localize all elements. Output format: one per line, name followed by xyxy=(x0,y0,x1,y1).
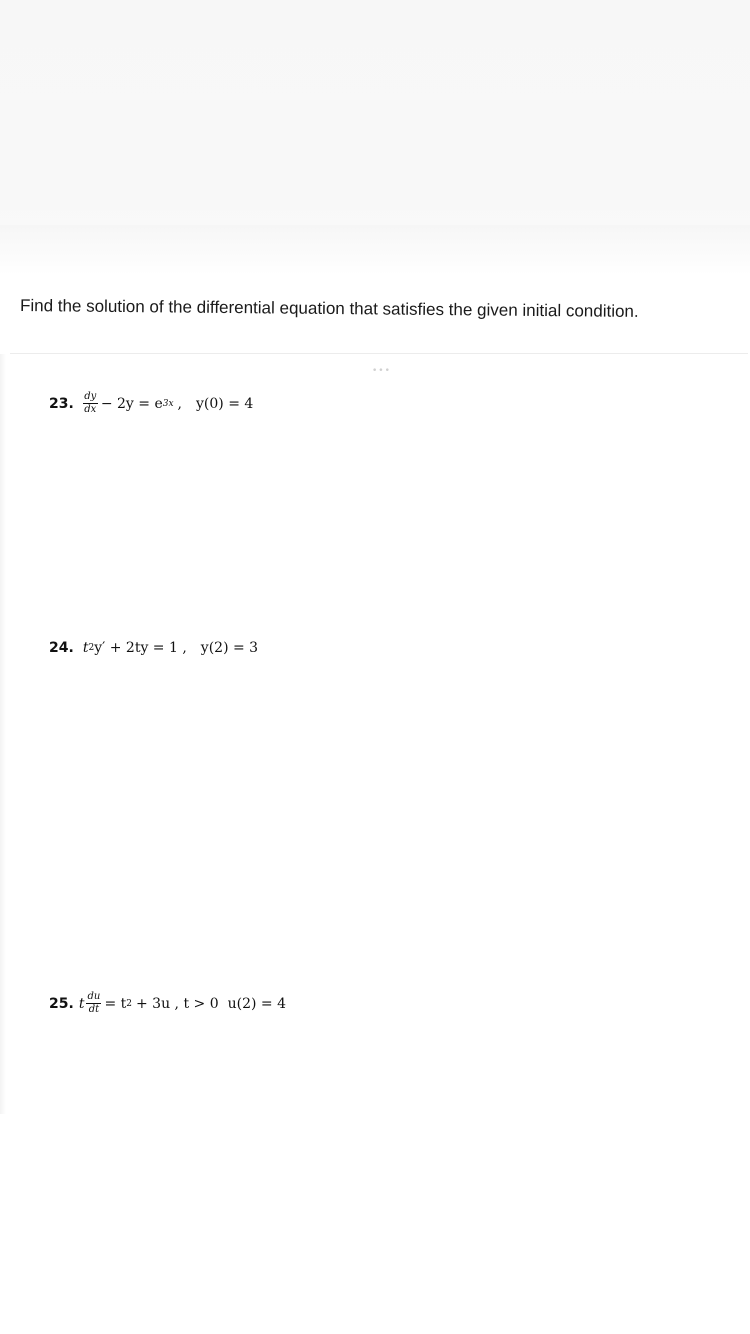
side-shade xyxy=(0,354,6,1114)
equation-text: y′ + 2ty = 1 , xyxy=(94,640,187,656)
derivative-fraction xyxy=(83,392,98,415)
equation-exponent: 3x xyxy=(162,398,174,409)
equation-text: − 2y = e xyxy=(100,395,163,412)
equation-variable: t xyxy=(78,995,85,1012)
problem-24 xyxy=(49,640,258,656)
equation-variable: t xyxy=(82,640,89,656)
problem-number: 25. xyxy=(49,995,74,1012)
instruction-text: Find the solution of the differential equation that satisfies the given initial condition. xyxy=(19,296,639,321)
problem-number: 23. xyxy=(49,395,74,412)
initial-condition: u(2) = 4 xyxy=(227,995,287,1012)
more-options-icon[interactable]: ••• xyxy=(372,366,391,376)
derivative-numerator: dy xyxy=(84,391,97,402)
derivative-denominator: dt xyxy=(88,1004,100,1015)
derivative-denominator: dx xyxy=(84,404,97,415)
header-fade xyxy=(0,225,750,275)
problem-25 xyxy=(49,992,286,1015)
derivative-numerator: du xyxy=(87,991,101,1002)
initial-condition: y(2) = 3 xyxy=(200,640,259,656)
problem-23 xyxy=(49,392,253,415)
initial-condition: y(0) = 4 xyxy=(196,395,254,412)
equation-text-b: + 3u , t > 0 xyxy=(136,995,219,1012)
divider xyxy=(10,353,748,354)
equation-exponent: 2 xyxy=(88,643,95,653)
equation-text-a: = t xyxy=(104,995,127,1012)
equation-exponent: 2 xyxy=(126,998,132,1009)
equation-separator: , xyxy=(177,395,182,412)
derivative-fraction xyxy=(86,992,101,1015)
problem-number: 24. xyxy=(49,640,74,656)
